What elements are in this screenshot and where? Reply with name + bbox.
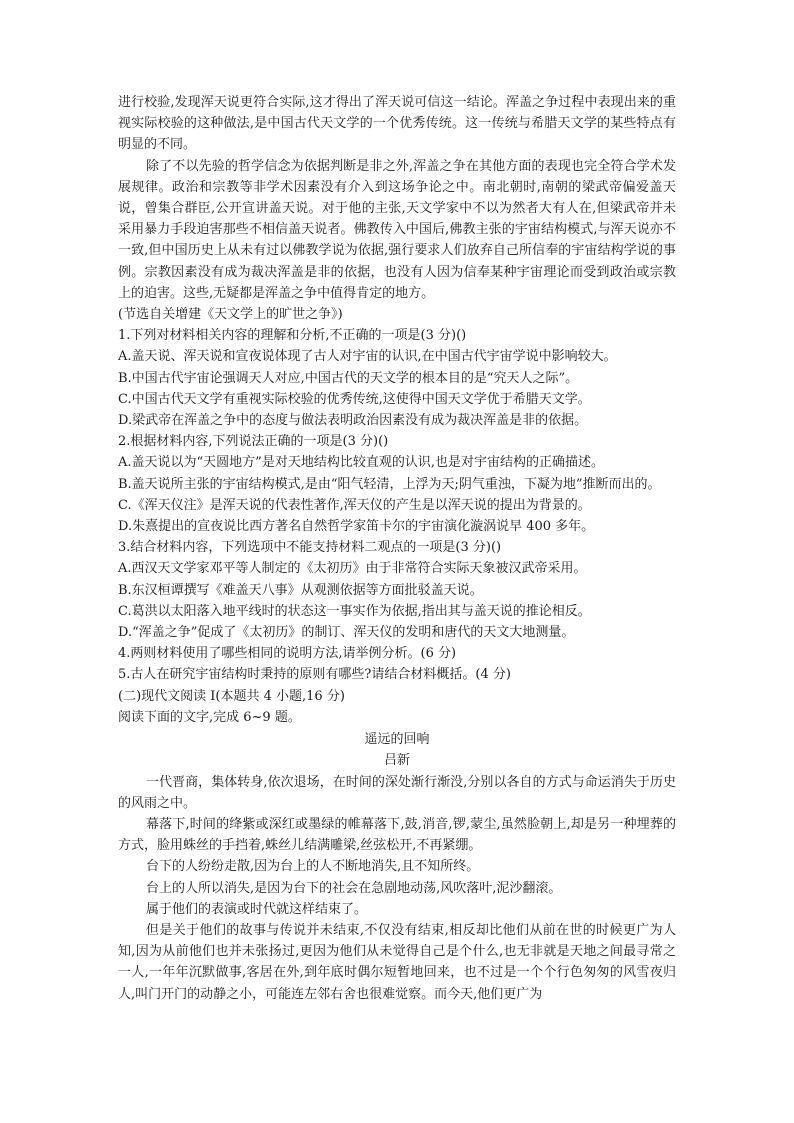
article-author: 吕新 [383,753,410,769]
document-page [118,92,676,1005]
option-d: D.梁武帝在浑盖之争中的态度与做法表明政治因素没有成为裁决浑盖是非的依据。 [118,413,588,429]
article-paragraph: 台上的人所以消失,是因为台下的社会在急剧地动荡,风吹落叶,泥沙翻滚。 [146,880,562,896]
question-5: 5.古人在研究宇宙结构时秉持的原则有哪些?请结合材料概括。(4 分) [118,667,511,683]
section-instruction: 阅读下面的文字,完成 6~9 题。 [118,709,301,725]
question-1 [118,325,676,431]
article-paragraph: 台下的人纷纷走散,因为台上的人不断地消失,且不知所终。 [146,859,480,875]
option-d: D.“浑盖之争”促成了《太初历》的制订、浑天仪的发明和唐代的天文大地测量。 [118,625,575,641]
option-c: C.《浑天仪注》是浑天说的代表性著作,浑天仪的产生是以浑天说的提出为背景的。 [118,497,591,513]
article-paragraph: 属于他们的表演或时代就这样结束了。 [146,901,368,917]
question-3 [118,537,676,643]
question-stem: 1.下列对材料相关内容的理解和分析,不正确的一项是(3 分)() [118,328,467,344]
article-paragraph: 一代晋商，集体转身,依次退场，在时间的深处渐行渐没,分别以各自的方式与命运消失于历史的风雨之中。 [118,774,676,811]
question-2 [118,431,676,537]
option-a: A.西汉天文学家邓平等人制定的《太初历》由于非常符合实际天象被汉武帝采用。 [118,561,587,577]
option-c: C.中国古代天文学有重视实际校验的优秀传统,这使得中国天文学优于希腊天文学。 [118,391,591,407]
option-d: D.朱熹提出的宣夜说比西方著名自然哲学家笛卡尔的宇宙演化漩涡说早 400 多年。 [118,519,595,535]
article-paragraph: 但是关于他们的故事与传说并未结束,不仅没有结束,相反却比他们从前在世的时候更广为人知,因为从前他们也并未张扬过,更因为他们从未觉得自己是个什么,也无非就是天地之间最寻常之一人,一年年沉默做事,客居在外,到年底时偶尔短暂地回来，也不过是一个个行色匆匆的风雪夜归人,叫门开门的动静之小，可能连左邻右舍也很难觉察。而今天,他们更广为 [118,922,676,1002]
question-stem: 2.根据材料内容,下列说法正确的一项是(3 分)() [118,434,389,450]
passage-paragraph-continued: 进行校验,发现浑天说更符合实际,这才得出了浑天说可信这一结论。浑盖之争过程中表现出来的重视实际校验的这种做法,是中国古代天文学的一个优秀传统。这一传统与希腊天文学的某些特点有明显的不同。 [118,95,676,153]
question-stem: 3.结合材料内容，下列选项中不能支持材料二观点的一项是(3 分)() [118,540,502,556]
question-4: 4.两则材料使用了哪些相同的说明方法,请举例分析。(6 分) [118,646,457,662]
passage-source: (节选自关增建《天文学上的旷世之争》) [118,307,343,323]
passage-paragraph: 除了不以先验的哲学信念为依据判断是非之外,浑盖之争在其他方面的表现也完全符合学术发展规律。政治和宗教等非学术因素没有介入到这场争论之中。南北朝时,南朝的梁武帝偏爱盖天说，曾集合群臣,公开宣讲盖天说。对于他的主张,天文学家中不以为然者大有人在,但梁武帝并未采用暴力手段迫害那些不相信盖天说者。佛教传入中国后,佛教主张的宇宙结构模式,与浑天说亦不一致,但中国历史上从未有过以佛教学说为依据,强行要求人们放弃自己所信奉的宇宙结构学说的事例。宗教因素没有成为裁决浑盖是非的依据，也没有人因为信奉某种宇宙理论而受到政治或宗教上的迫害。这些,无疑都是浑盖之争中值得肯定的地方。 [118,158,676,301]
option-b: B.东汉桓谭撰写《难盖天八事》从观测依据等方面批驳盖天说。 [118,582,483,598]
article-paragraph: 幕落下,时间的绛紫或深红或墨绿的帷幕落下,鼓,消音,锣,蒙尘,虽然脸朝上,却是另一种埋葬的方式，脸用蛛丝的手挡着,蛛丝儿结满雕梁,丝弦松开,不再紧绷。 [118,816,676,854]
option-a: A.盖天说、浑天说和宣夜说体现了古人对宇宙的认识,在中国古代宇宙学说中影响较大。 [118,349,617,365]
option-b: B.盖天说所主张的宇宙结构模式,是由“阳气轻清，上浮为天;阴气重浊，下凝为地”推断而出的。 [118,476,661,492]
option-a: A.盖天说以为“天圆地方”是对天地结构比较直观的认识,也是对宇宙结构的正确描述。 [118,455,604,471]
option-c: C.葛洪以太阳落入地平线时的状态这一事实作为依据,指出其与盖天说的推论相反。 [118,603,591,619]
option-b: B.中国古代宇宙论强调天人对应,中国古代的天文学的根本目的是“究天人之际”。 [118,370,579,386]
article-title: 遥远的回响 [364,732,430,748]
section-heading: (二)现代文阅读 I(本题共 4 小题,16 分) [118,688,345,704]
